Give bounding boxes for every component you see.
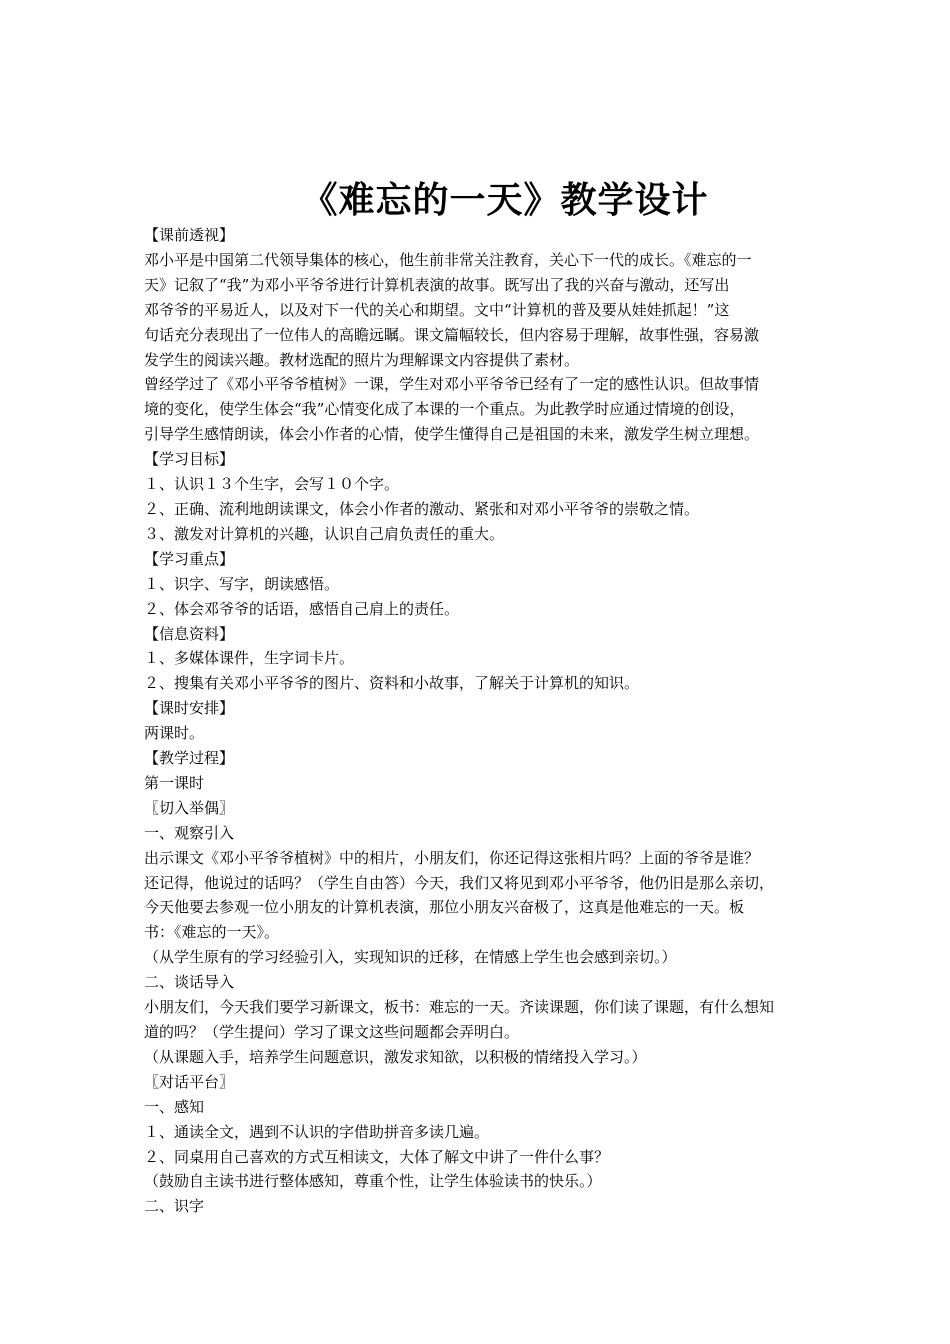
text-line: 引导学生感情朗读，体会小作者的心情，使学生懂得自己是祖国的未来，激发学生树立理想。 [144,425,760,444]
text-line: 今天他要去参观一位小朋友的计算机表演，那位小朋友兴奋极了，这真是他难忘的一天。板 [144,898,745,917]
text-line: ２、搜集有关邓小平爷爷的图片、资料和小故事，了解关于计算机的知识。 [144,674,640,693]
text-line: 第一课时 [144,773,205,792]
text-line: ３、激发对计算机的兴趣，认识自己肩负责任的重大。 [144,524,505,543]
text-line: １、通读全文，遇到不认识的字借助拼音多读几遍。 [144,1122,490,1141]
text-line: 【课前透视】 [144,226,235,244]
text-line: 二、谈话导入 [144,973,235,992]
text-line: ２、体会邓爷爷的话语，感悟自己肩上的责任。 [144,599,460,618]
text-line: １、识字、写字，朗读感悟。 [144,574,340,593]
text-line: 天》记叙了“我”为邓小平爷爷进行计算机表演的故事。既写出了我的兴奋与激动，还写出 [144,275,730,294]
text-line: 【课时安排】 [144,699,235,718]
text-line: 还记得，他说过的话吗？（学生自由答）今天，我们又将见到邓小平爷爷，他仍旧是那么亲切， [144,873,775,892]
text-line: 出示课文《邓小平爷爷植树》中的相片，小朋友们，你还记得这张相片吗？上面的爷爷是谁？ [144,848,760,867]
text-line: 句话充分表现出了一位伟人的高瞻远瞩。课文篇幅较长，但内容易于理解，故事性强，容易激 [144,325,760,344]
text-line: （从课题入手，培养学生问题意识，激发求知欲，以积极的情绪投入学习。） [144,1047,647,1066]
text-line: （从学生原有的学习经验引入，实现知识的迁移，在情感上学生也会感到亲切。） [144,948,677,967]
text-line: 【信息资料】 [144,624,235,643]
document-title: 《难忘的一天》教学设计 [301,179,709,221]
text-line: ２、同桌用自己喜欢的方式互相读文，大体了解文中讲了一件什么事？ [144,1147,610,1166]
text-line: 境的变化，使学生体会“我”心情变化成了本课的一个重点。为此教学时应通过情境的创设， [144,400,745,419]
document-body [144,223,814,1219]
text-line: １、多媒体课件，生字词卡片。 [144,649,355,668]
text-line: 两课时。 [144,724,205,743]
text-line: 邓爷爷的平易近人，以及对下一代的关心和期望。文中“计算机的普及要从娃娃抓起！”这 [144,300,730,319]
text-line: 【教学过程】 [144,749,235,768]
text-line: １、认识１３个生字，会写１０个字。 [144,475,400,494]
text-line: 发学生的阅读兴趣。教材选配的照片为理解课文内容提供了素材。 [144,350,580,369]
text-line: 【学习目标】 [144,450,235,469]
text-line: 道的吗？（学生提问）学习了课文这些问题都会弄明白。 [144,1023,520,1041]
text-line: 一、观察引入 [144,823,235,842]
text-line: 一、感知 [144,1097,205,1116]
text-line: 曾经学过了《邓小平爷爷植树》一课，学生对邓小平爷爷已经有了一定的感性认识。但故事情 [144,375,760,394]
text-line: 小朋友们，今天我们要学习新课文，板书：难忘的一天。齐读课题，你们读了课题，有什么想知 [144,998,775,1017]
text-line: 邓小平是中国第二代领导集体的核心，他生前非常关注教育，关心下一代的成长。《难忘的一 [144,250,752,269]
text-line: （鼓励自主读书进行整体感知，尊重个性，让学生体验读书的快乐。） [144,1172,602,1191]
text-line: 〖切入举偶〗 [144,798,235,817]
text-line: 〖对话平台〗 [144,1072,235,1091]
text-line: ２、正确、流利地朗读课文，体会小作者的激动、紧张和对邓小平爷爷的崇敬之情。 [144,499,700,518]
text-line: 书：《难忘的一天》。 [144,923,280,942]
text-line: 【学习重点】 [144,549,235,568]
text-line: 二、识字 [144,1197,205,1216]
